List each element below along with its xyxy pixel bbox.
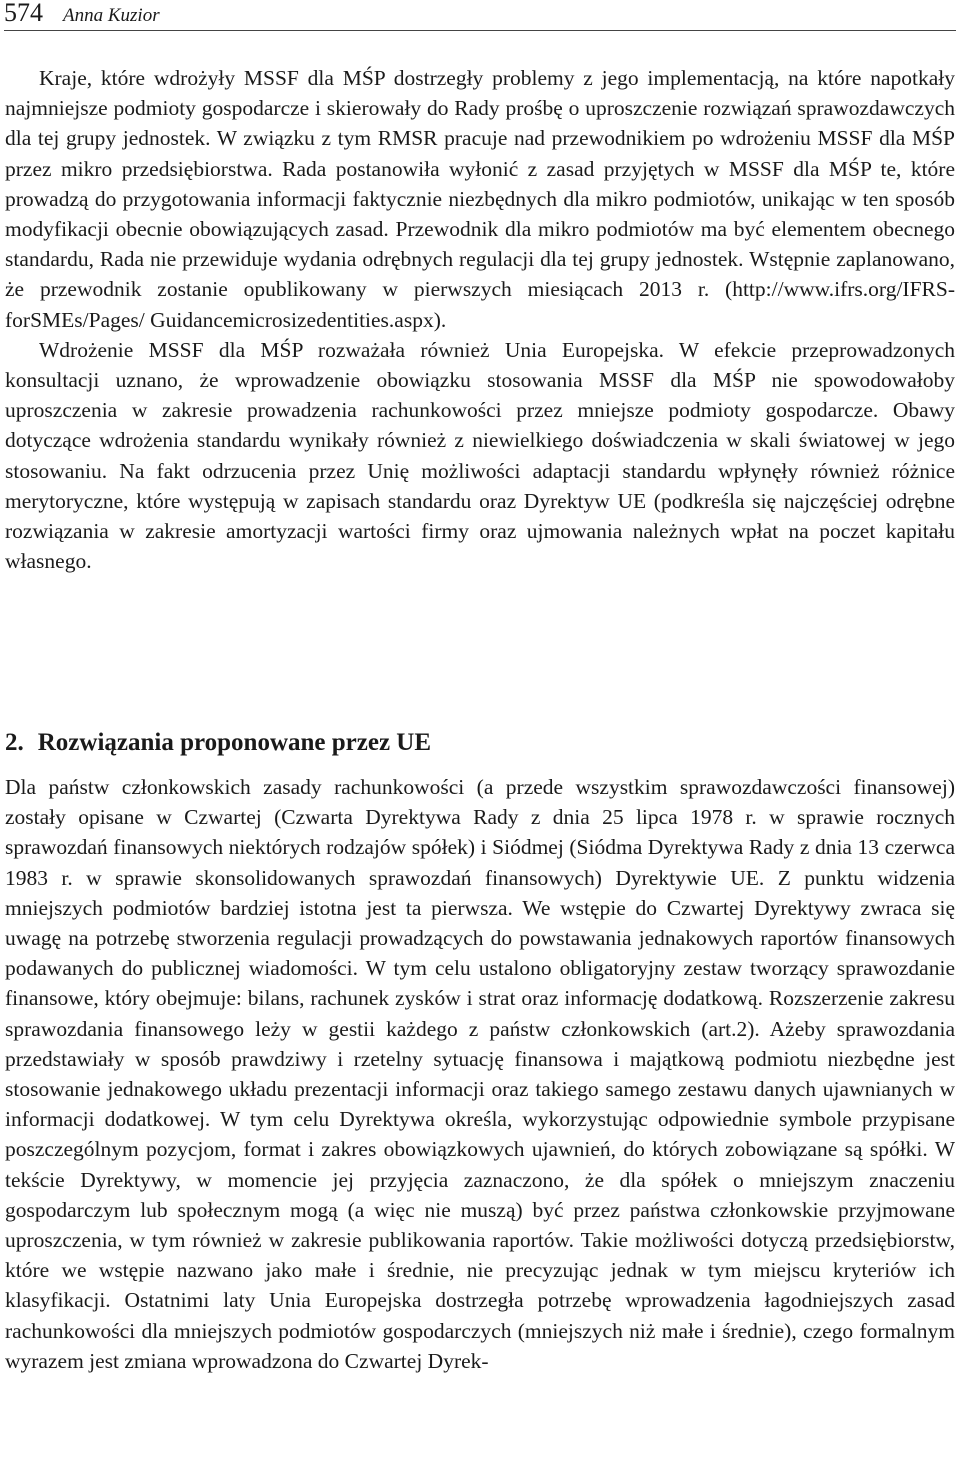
- body-text-section: [5, 772, 955, 1376]
- running-head-author: Anna Kuzior: [63, 5, 160, 26]
- section-number: 2.: [5, 729, 24, 756]
- body-text-upper: [5, 63, 955, 576]
- section-heading: [5, 726, 955, 760]
- section-title: Rozwiązania proponowane przez UE: [37, 729, 432, 756]
- paragraph: Dla państw członkowskich zasady rachunkowości (a przede wszystkim sprawozdawczości finansowej) zostały opisane w Czwartej (Czwarta Dyrektywa Rady z dnia 25 lipca 1978 r. w sprawie rocznych sprawozdań finansowych niektórych rodzajów spółek) i Siódmej (Siódma Dyrektywa Rady z dnia 13 czerwca 1983 r. w sprawie skonsolidowanych sprawozdań finansowych) Dyrektywie UE. Z punktu widzenia mniejszych podmiotów bardziej istotna jest ta pierwsza. We wstępie do Czwartej Dyrektywy zwraca się uwagę na potrzebę stworzenia regulacji prowadzących do powstawania jednakowych raportów finansowych podawanych do publicznej wiadomości. W tym celu ustalono obligatoryjny zestaw tworzący sprawozdanie finansowe, który obejmuje: bilans, rachunek zysków i strat oraz informację dodatkową. Rozszerzenie zakresu sprawozdania finansowego leży w gestii każdego z państw członkowskich (art.2). Ażeby sprawozdania przedstawiały w sposób prawdziwy i rzetelny sytuację finansowa i majątkową podmiotu niezbędne jest stosowanie jednakowego układu prezentacji informacji oraz takiego samego zestawu danych ujawnianych w informacji dodatkowej. W tym celu Dyrektywa określa, wykorzystując odpowiednie symbole przypisane poszczególnym pozycjom, format i zakres obowiązkowych ujawnień, do których zobowiązane są spółki. W tekście Dyrektywy, w momencie jej przyjęcia zaznaczono, że dla spółek o mniejszym znaczeniu gospodarczym lub społecznym mogą (a więc nie muszą) być przez państwa członkowskie przyjmowane uproszczenia, w tym również w zakresie publikowania raportów. Takie możliwości dotyczą przedsiębiorstw, które we wstępie nazwano jako małe i średnie, nie precyzując jednak w tym miejscu kryteriów ich klasyfikacji. Ostatnimi laty Unia Europejska dostrzegła potrzebę wprowadzenia łagodniejszych zasad rachunkowości dla mniejszych podmiotów gospodarczych (mniejszych niż małe i średnie), czego formalnym wyrazem jest zmiana wprowadzona do Czwartej Dyrek-: [5, 775, 955, 1373]
- paragraph: Wdrożenie MSSF dla MŚP rozważała również Unia Europejska. W efekcie przeprowadzonych konsultacji uznano, że wprowadzenie obowiązku stosowania MSSF dla MŚP nie spowodowałoby uproszczenia w zakresie prowadzenia rachunkowości przez mniejsze podmioty gospodarcze. Obawy dotyczące wdrożenia standardu wynikały również z niewielkiego doświadczenia w skali światowej w jego stosowaniu. Na fakt odrzucenia przez Unię możliwości adaptacji standardu wpłynęły również różnice merytoryczne, które występują w zapisach standardu oraz Dyrektyw UE (podkreśla się najczęściej odrębne rozwiązania w zakresie amortyzacji wartości firmy oraz ujmowania należnych wpłat na poczet kapitału własnego.: [5, 337, 955, 574]
- page-number: 574: [4, 0, 43, 27]
- paragraph: Kraje, które wdrożyły MSSF dla MŚP dostrzegły problemy z jego implementacją, na które napotkały najmniejsze podmioty gospodarcze i skierowały do Rady prośbę o uproszczenie rozwiązań sprawozdawczych dla tej grupy jednostek. W związku z tym RMSR pracuje nad przewodnikiem po wdrożeniu MSSF dla MŚP przez mikro przedsiębiorstwa. Rada postanowiła wyłonić z zasad przyjętych w MSSF dla MŚP te, które prowadzą do przygotowania informacji faktycznie niezbędnych dla mikro podmiotów, unikając w ten sposób modyfikacji obecnie obowiązujących zasad. Przewodnik dla mikro podmiotów ma być elementem obecnego standardu, Rada nie przewiduje wydania odrębnych regulacji dla tej grupy jednostek. Wstępnie zaplanowano, że przewodnik zostanie opublikowany w pierwszych miesiącach 2013 r. (http://www.ifrs.org/IFRS-forSMEs/Pages/ Guidancemicrosizedentities.aspx).: [5, 66, 955, 332]
- running-header: [4, 0, 956, 31]
